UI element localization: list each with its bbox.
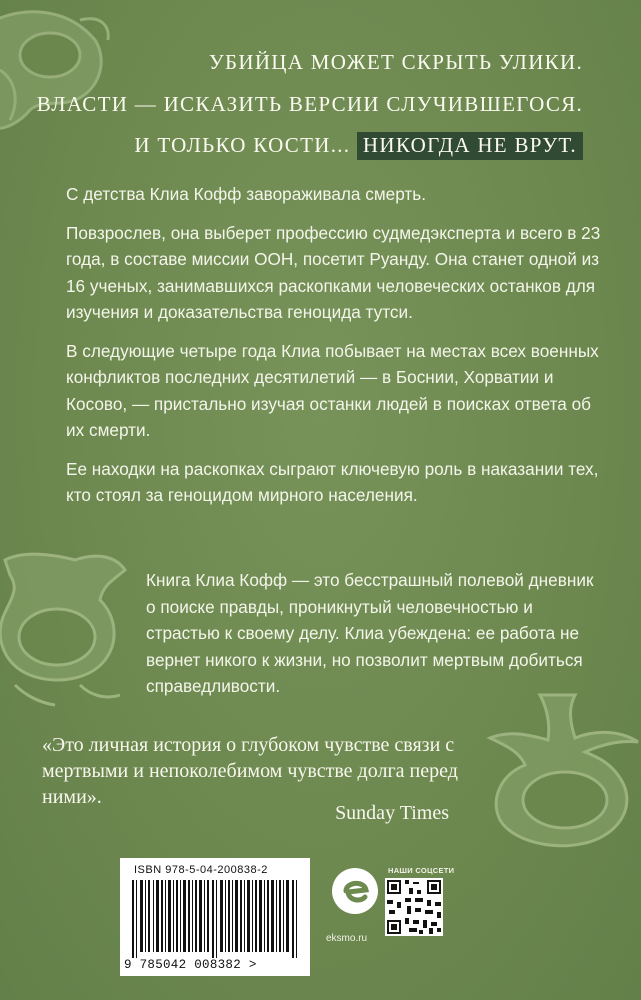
barcode-digits: 9 785042 008382 > (124, 958, 257, 972)
description-body (66, 181, 601, 521)
tagline-line-1 (209, 50, 583, 75)
book-summary (146, 567, 601, 700)
barcode-box (120, 858, 310, 976)
review-source: Sunday Times (335, 802, 449, 824)
tagline-highlight: НИКОГДА НЕ ВРУТ. (357, 132, 583, 160)
review-quote (42, 732, 462, 810)
isbn-label: ISBN 978-5-04-200838-2 (134, 864, 268, 876)
book-summary-text: Книга Клиа Кофф — это бесстрашный полевой дневник о поиске правды, проникнутый человечностью и страстью к своему делу. Клиа убеждена: ее работа не вернет никого к жизни, но позволит мертвым добиться справедливости. (146, 570, 594, 696)
vertebra-illustration-middle (0, 545, 130, 710)
review-quote-text: «Это личная история о глубоком чувстве связи с мертвыми и непоколебимом чувстве долга перед ними». (42, 734, 458, 808)
tagline-text-3-prefix: И ТОЛЬКО КОСТИ... (134, 133, 351, 157)
barcode-icon (132, 880, 298, 958)
description-paragraph-2: Повзрослев, она выберет профессию судмедэксперта и всего в 23 года, в составе миссии ООН, посетит Руанду. Она станет одной из 16 ученых, занимавшихся раскопками человеческих останков для изучения и доказательства геноцида тутси. (66, 222, 601, 322)
description-paragraph-1: С детства Клиа Кофф завораживала смерть. (66, 184, 426, 204)
vertebra-illustration-top (0, 0, 120, 140)
publisher-site: eksmo.ru (326, 933, 368, 944)
vertebra-illustration-right (470, 690, 641, 860)
eksmo-logo-icon (330, 866, 380, 916)
qr-code-icon (385, 878, 443, 936)
description-paragraph-4: Ее находки на раскопках сыграют ключевую роль в наказании тех, кто стоял за геноцидом мирного населения. (66, 458, 599, 505)
social-label: НАШИ СОЦСЕТИ (388, 866, 455, 875)
tagline-text-2: ВЛАСТИ — ИСКАЗИТЬ ВЕРСИИ СЛУЧИВШЕГОСЯ. (36, 92, 583, 116)
description-paragraph-3: В следующие четыре года Клиа побывает на местах всех военных конфликтов последних десятилетий — в Боснии, Хорватии и Косово, — пристально изучая останки людей в поисках ответа об их смерти. (66, 340, 599, 440)
tagline-line-2 (37, 92, 583, 117)
tagline-text-1: УБИЙЦА МОЖЕТ СКРЫТЬ УЛИКИ. (208, 50, 583, 74)
tagline-line-3 (134, 133, 583, 158)
